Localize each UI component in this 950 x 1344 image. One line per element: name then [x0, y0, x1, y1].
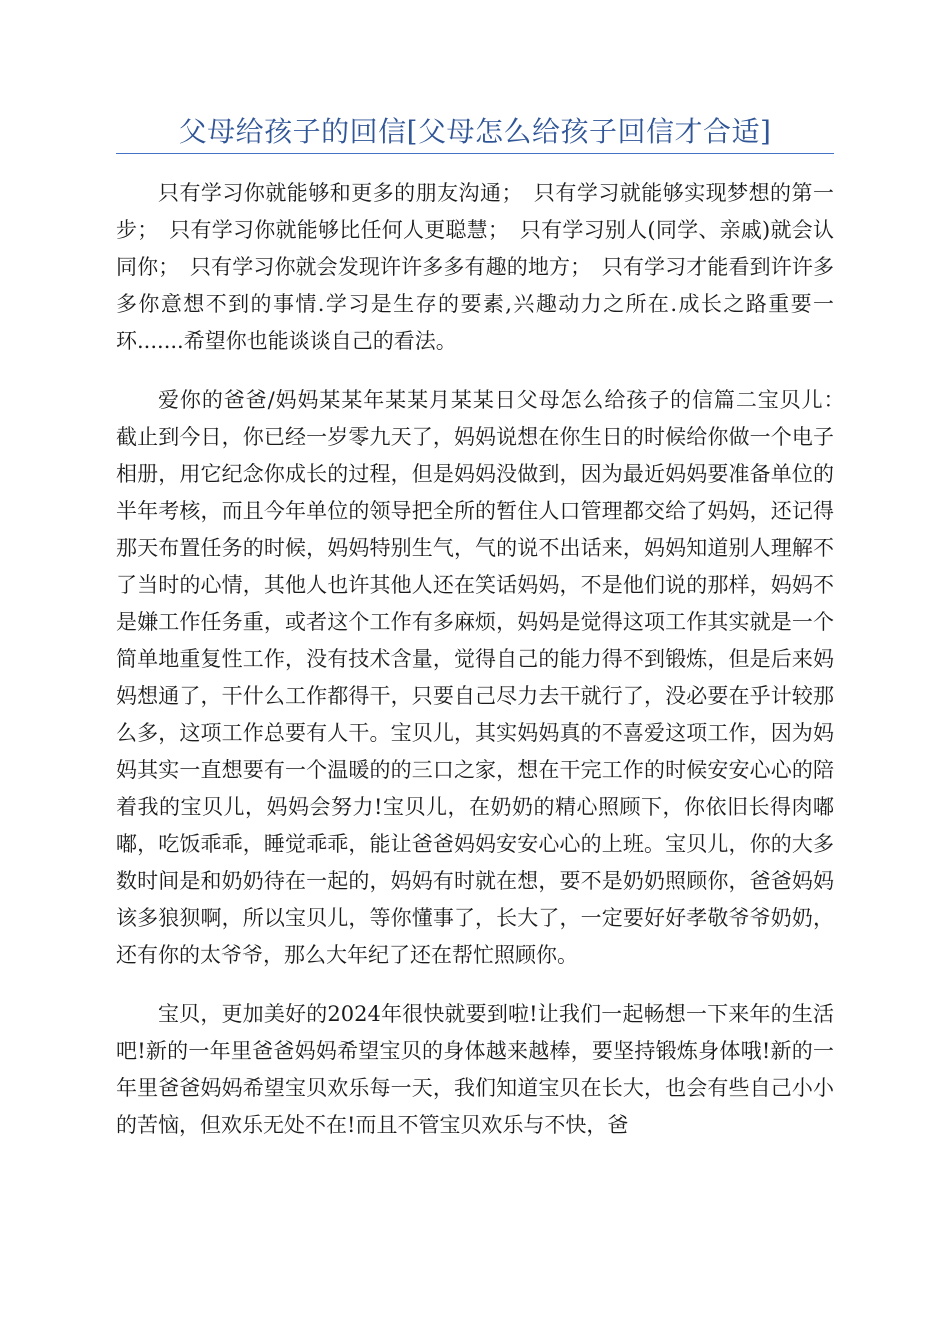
paragraph-study: 只有学习你就能够和更多的朋友沟通； 只有学习就能够实现梦想的第一步； 只有学习你就能够比任何人更聪慧； 只有学习别人(同学、亲戚)就会认同你； 只有学习你就会发现许许多多有趣的地方； 只有学习才能看到许许多多你意想不到的事情.学习是生存的要素,兴趣动力之所在.成长之路重要一环.......希望你也能谈谈自己的看法。 [116, 181, 834, 353]
paragraph-letter-two: 爱你的爸爸/妈妈某某年某某月某某日父母怎么给孩子的信篇二宝贝儿： 截止到今日，你已经一岁零九天了，妈妈说想在你生日的时候给你做一个电子相册，用它纪念你成长的过程，但是妈妈没做到，因为最近妈妈要准备单位的半年考核，而且今年单位的领导把全所的暂住人口管理都交给了妈妈，还记得那天布置任务的时候，妈妈特别生气，气的说不出话来，妈妈知道别人理解不了当时的心情，其他人也许其他人还在笑话妈妈，不是他们说的那样，妈妈不是嫌工作任务重，或者这个工作有多麻烦，妈妈是觉得这项工作其实就是一个简单地重复性工作，没有技术含量，觉得自己的能力得不到锻炼，但是后来妈妈想通了，干什么工作都得干，只要自己尽力去干就行了，没必要在乎计较那么多，这项工作总要有人干。宝贝儿，其实妈妈真的不喜爱这项工作，因为妈妈其实一直想要有一个温暖的的三口之家，想在干完工作的时候安安心心的陪着我的宝贝儿，妈妈会努力!宝贝儿，在奶奶的精心照顾下，你依旧长得肉嘟嘟，吃饭乖乖，睡觉乖乖，能让爸爸妈妈安安心心的上班。宝贝儿，你的大多数时间是和奶奶待在一起的，妈妈有时就在想，要不是奶奶照顾你，爸爸妈妈该多狼狈啊，所以宝贝儿，等你懂事了，长大了，一定要好好孝敬爷爷奶奶，还有你的太爷爷，那么大年纪了还在帮忙照顾你。 [116, 388, 855, 967]
document-body [116, 175, 855, 1166]
paragraph-new-year: 宝贝，更加美好的2024年很快就要到啦!让我们一起畅想一下来年的生活吧!新的一年里爸爸妈妈希望宝贝的身体越来越棒，要坚持锻炼身体哦!新的一年里爸爸妈妈希望宝贝欢乐每一天，我们知道宝贝在长大，也会有些自己小小的苦恼，但欢乐无处不在!而且不管宝贝欢乐与不快，爸 [116, 1002, 834, 1137]
title-underline [116, 153, 834, 154]
document-title: 父母给孩子的回信[父母怎么给孩子回信才合适] [178, 115, 772, 148]
